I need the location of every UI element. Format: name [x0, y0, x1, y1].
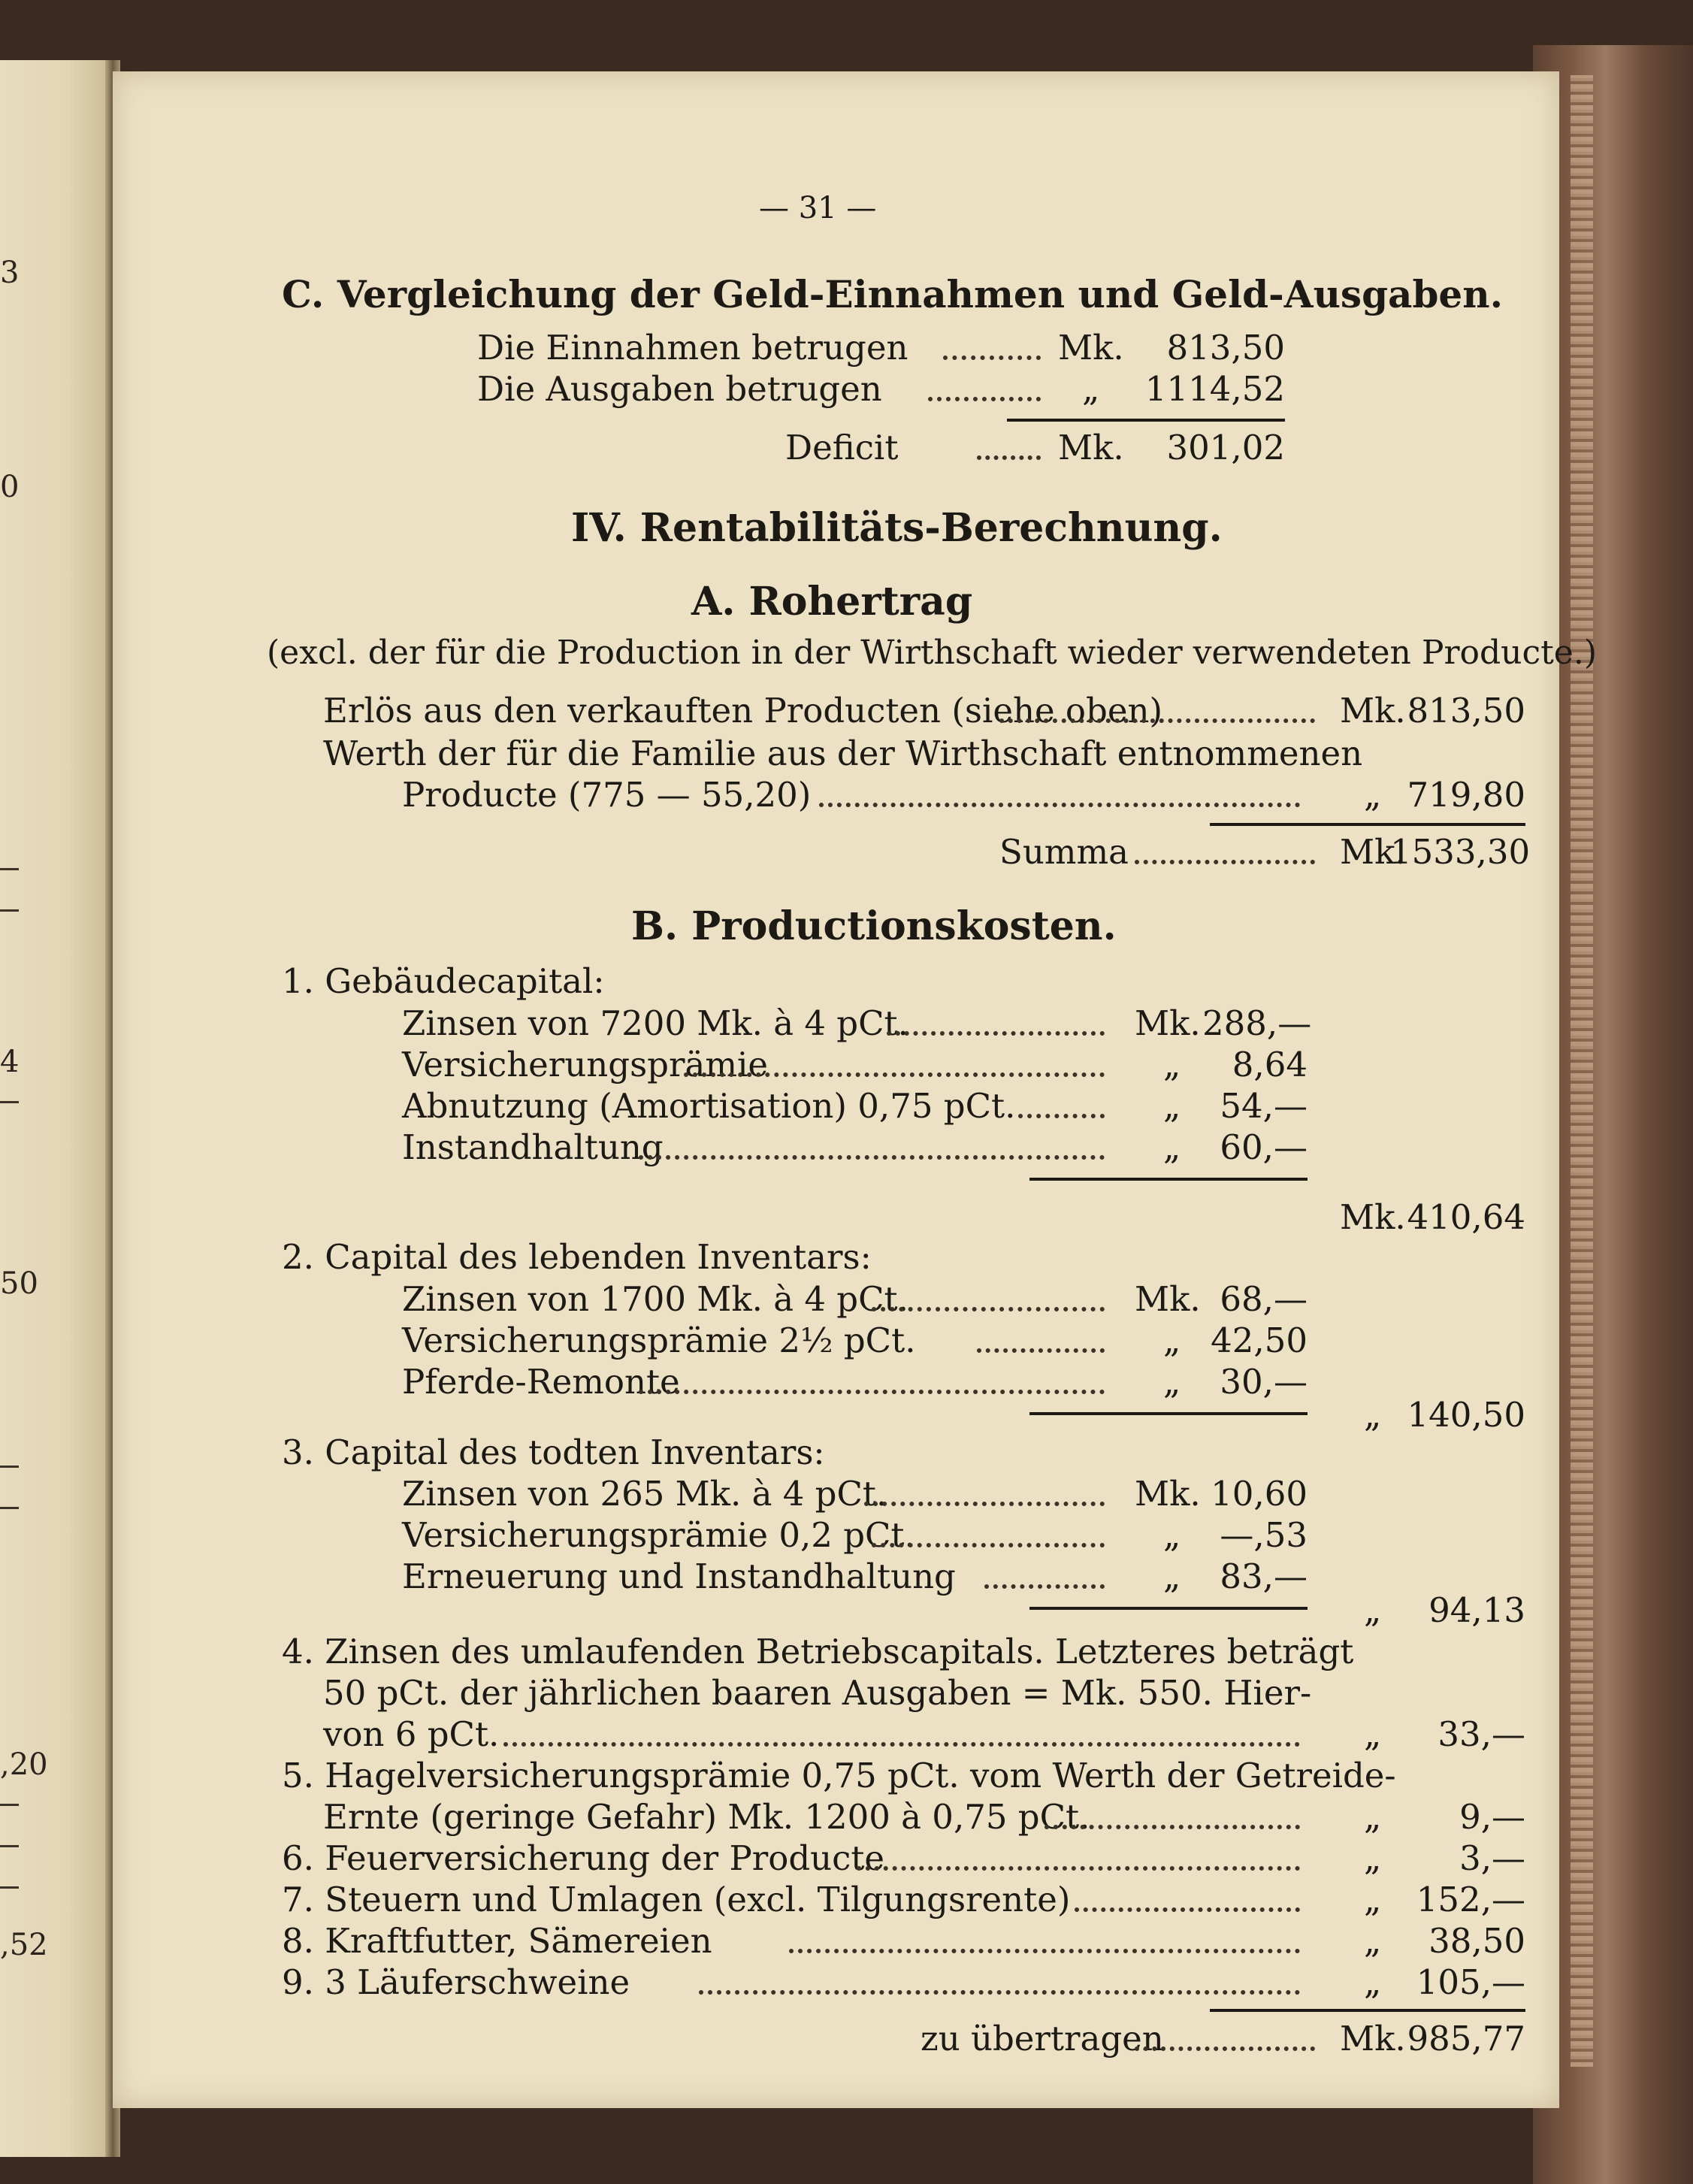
dot-leader	[887, 1031, 1105, 1036]
dot-leader	[639, 1390, 1105, 1394]
item-unit: „	[1163, 1556, 1181, 1596]
sum-rule	[1029, 1178, 1308, 1181]
dot-leader	[872, 1543, 1105, 1547]
item-label: 9. 3 Läuferschweine	[282, 1962, 630, 2002]
rohertrag-value: 719,80	[1407, 775, 1525, 815]
item-unit: „	[1163, 1086, 1181, 1126]
carry-value: 985,77	[1407, 2019, 1525, 2058]
item-value: 42,50	[1211, 1320, 1308, 1360]
rohertrag-label: Werth der für die Familie aus der Wirthschaft entnommenen	[323, 734, 1363, 773]
dot-leader	[1018, 1114, 1105, 1118]
dot-leader	[977, 1348, 1105, 1353]
item-label: Abnutzung (Amortisation) 0,75 pCt.	[402, 1086, 1016, 1126]
section-iv-title: IV. Rentabilitäts-Berechnung.	[571, 505, 1223, 551]
item-5-line: 5. Hagelversicherungsprämie 0,75 pCt. vom Werth der Getreide-	[282, 1756, 1396, 1795]
item-unit: „	[1364, 1838, 1382, 1878]
dot-leader	[984, 1584, 1105, 1589]
carry-unit: Mk.	[1340, 2019, 1406, 2058]
left-page-dash	[0, 1845, 19, 1847]
dot-leader	[928, 397, 1041, 401]
rohertrag-label: Producte (775 — 55,20)	[402, 775, 812, 815]
left-page-dash	[0, 1101, 19, 1103]
item-value: 33,—	[1438, 1714, 1525, 1754]
carry-label: zu übertragen	[921, 2019, 1164, 2058]
item-value: 68,—	[1220, 1279, 1308, 1319]
book-page	[113, 71, 1597, 2108]
left-page-fragment: ,52	[0, 1928, 48, 1962]
item-value: 30,—	[1220, 1362, 1308, 1402]
item-4-line: von 6 pCt.	[323, 1714, 500, 1754]
item-5-line: Ernte (geringe Gefahr) Mk. 1200 à 0,75 pCt.	[323, 1797, 1090, 1837]
item-label: Erneuerung und Instandhaltung	[402, 1556, 956, 1596]
section-c-label: Die Ausgaben betrugen	[477, 369, 882, 409]
item-value: 10,60	[1211, 1474, 1308, 1514]
item-label: Versicherungsprämie 0,2 pCt.	[402, 1515, 915, 1555]
item-unit: Mk.	[1135, 1474, 1201, 1514]
section-c-label: Die Einnahmen betrugen	[477, 328, 908, 368]
item-value: 8,64	[1232, 1045, 1308, 1084]
item-unit: „	[1163, 1515, 1181, 1555]
group-total-value: 140,50	[1407, 1395, 1525, 1435]
page-number: — 31 —	[759, 191, 877, 225]
item-value: 288,—	[1202, 1003, 1312, 1043]
group-total-unit: „	[1364, 1590, 1382, 1630]
productionskosten-title: B. Productionskosten.	[631, 903, 1117, 949]
dot-leader	[699, 1990, 1300, 1995]
item-unit: „	[1364, 1962, 1382, 2002]
left-page-fragment: 4	[0, 1045, 20, 1079]
item-value: 83,—	[1220, 1556, 1308, 1596]
item-value: 38,50	[1428, 1921, 1525, 1961]
dot-leader	[943, 355, 1041, 360]
group-title: 2. Capital des lebenden Inventars:	[282, 1237, 872, 1277]
summa-label: Summa	[999, 832, 1129, 872]
sum-rule	[1210, 823, 1525, 826]
left-page-fragment: 0	[0, 470, 20, 504]
dot-leader	[1135, 860, 1315, 864]
item-value: —,53	[1220, 1515, 1308, 1555]
sum-rule	[1007, 419, 1285, 422]
rohertrag-value: 813,50	[1407, 691, 1525, 731]
item-label: 7. Steuern und Umlagen (excl. Tilgungsrente)	[282, 1880, 1071, 1919]
item-value: 105,—	[1416, 1962, 1525, 2002]
left-page-dash	[0, 868, 19, 870]
item-value: 60,—	[1220, 1127, 1308, 1167]
section-c-label: Deficit	[785, 428, 899, 467]
section-c-unit: Mk.	[1058, 328, 1124, 368]
item-label: Zinsen von 1700 Mk. à 4 pCt.	[402, 1279, 908, 1319]
group-title: 1. Gebäudecapital:	[282, 961, 605, 1001]
item-unit: Mk.	[1135, 1003, 1201, 1043]
item-label: Instandhaltung	[402, 1127, 664, 1167]
dot-leader	[872, 1307, 1105, 1311]
item-value: 3,—	[1459, 1838, 1525, 1878]
section-c-value: 1114,52	[1144, 369, 1285, 409]
dot-leader	[503, 1742, 1300, 1747]
left-page-dash	[0, 1507, 19, 1509]
left-page-dash	[0, 1886, 19, 1889]
item-label: Zinsen von 265 Mk. à 4 pCt.	[402, 1474, 887, 1514]
item-label: 6. Feuerversicherung der Producte	[282, 1838, 885, 1878]
item-unit: „	[1364, 1797, 1382, 1837]
section-c-unit: „	[1082, 369, 1100, 409]
dot-leader	[789, 1949, 1300, 1953]
item-value: 9,—	[1459, 1797, 1525, 1837]
section-c-unit: Mk.	[1058, 428, 1124, 467]
group-total-unit: Mk.	[1340, 1197, 1406, 1237]
dot-leader	[1045, 1825, 1300, 1829]
dot-leader	[977, 455, 1041, 460]
dot-leader	[857, 1866, 1300, 1871]
section-c-value: 813,50	[1166, 328, 1285, 368]
item-label: Zinsen von 7200 Mk. à 4 pCt.	[402, 1003, 908, 1043]
dot-leader	[864, 1502, 1105, 1506]
rohertrag-note: (excl. der für die Production in der Wirthschaft wieder verwendeten Producte.)	[267, 634, 1597, 672]
rohertrag-label: Erlös aus den verkauften Producten (siehe oben)	[323, 691, 1163, 731]
item-value: 54,—	[1220, 1086, 1308, 1126]
dot-leader	[1135, 2046, 1315, 2051]
group-total-unit: „	[1364, 1395, 1382, 1435]
sum-rule	[1210, 2009, 1525, 2012]
item-4-line: 50 pCt. der jährlichen baaren Ausgaben = Mk. 550. Hier-	[323, 1673, 1312, 1713]
item-unit: „	[1163, 1127, 1181, 1167]
left-page	[0, 60, 113, 2157]
item-label: Versicherungsprämie	[402, 1045, 769, 1084]
item-label: Pferde-Remonte	[402, 1362, 680, 1402]
item-label: 8. Kraftfutter, Sämereien	[282, 1921, 712, 1961]
summa-value: 1533,30	[1390, 832, 1531, 872]
item-unit: „	[1163, 1362, 1181, 1402]
left-page-dash	[0, 909, 19, 912]
item-unit: „	[1163, 1320, 1181, 1360]
page-edges	[1571, 75, 1593, 2067]
section-c-value: 301,02	[1166, 428, 1285, 467]
summa-unit: Mk.	[1340, 832, 1406, 872]
group-title: 3. Capital des todten Inventars:	[282, 1432, 825, 1472]
group-total-value: 94,13	[1428, 1590, 1525, 1630]
item-4-line: 4. Zinsen des umlaufenden Betriebscapitals. Letzteres beträgt	[282, 1632, 1354, 1671]
rohertrag-title: A. Rohertrag	[691, 579, 973, 625]
sum-rule	[1029, 1412, 1308, 1415]
item-value: 152,—	[1416, 1880, 1525, 1919]
item-unit: „	[1364, 1880, 1382, 1919]
item-unit: „	[1364, 1714, 1382, 1754]
dot-leader	[684, 1072, 1105, 1077]
rohertrag-unit: „	[1364, 775, 1382, 815]
left-page-fragment: ,20	[0, 1747, 48, 1782]
item-unit: „	[1364, 1921, 1382, 1961]
left-page-dash	[0, 1804, 19, 1806]
dot-leader	[1075, 1907, 1300, 1912]
dot-leader	[999, 718, 1315, 723]
left-page-dash	[0, 1466, 19, 1468]
dot-leader	[639, 1155, 1105, 1160]
group-total-value: 410,64	[1407, 1197, 1525, 1237]
item-unit: „	[1163, 1045, 1181, 1084]
rohertrag-unit: Mk.	[1340, 691, 1406, 731]
section-c-title: C. Vergleichung der Geld-Einnahmen und Geld-Ausgaben.	[282, 272, 1503, 316]
left-page-fragment: 3	[0, 256, 20, 290]
left-page-fragment: 50	[0, 1266, 38, 1301]
sum-rule	[1029, 1607, 1308, 1610]
item-label: Versicherungsprämie 2½ pCt.	[402, 1320, 916, 1360]
dot-leader	[819, 803, 1300, 807]
item-unit: Mk.	[1135, 1279, 1201, 1319]
